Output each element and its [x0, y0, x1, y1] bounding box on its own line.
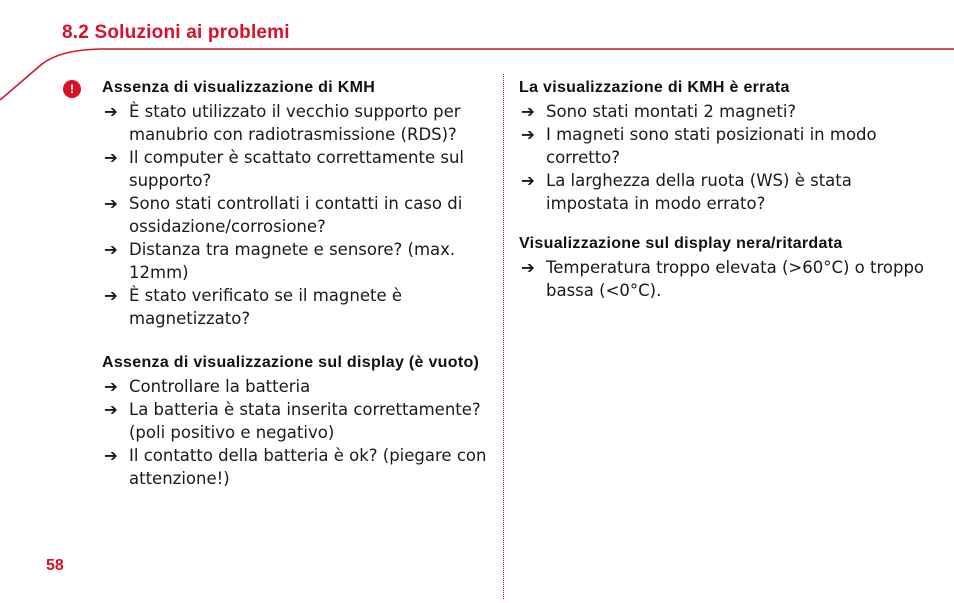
list-item: ➔ La larghezza della ruota (WS) è stata impostata in modo errato?: [521, 171, 852, 213]
list-item: ➔ È stato verificato se il magnete è magnetizzato?: [104, 286, 403, 328]
arrow-icon: ➔: [104, 400, 118, 419]
arrow-icon: ➔: [104, 377, 118, 396]
arrow-icon: ➔: [521, 102, 535, 121]
list-item: ➔ Il computer è scattato correttamente sul supporto?: [104, 148, 465, 190]
list-item: ➔ I magneti sono stati posizionati in modo corretto?: [521, 125, 877, 167]
check-list: [102, 375, 492, 490]
list-item: ➔ Sono stati controllati i contatti in caso di ossidazione/corrosione?: [104, 194, 463, 236]
block-heading: Assenza di visualizzazione sul display (è vuoto): [102, 354, 480, 371]
arrow-icon: ➔: [104, 102, 118, 121]
troubleshoot-block-kmh-wrong: [519, 77, 939, 215]
list-item: ➔ Controllare la batteria: [104, 377, 311, 396]
list-item: ➔ La batteria è stata inserita correttamente? (poli positivo e negativo): [104, 400, 481, 442]
arrow-icon: ➔: [104, 286, 118, 305]
list-item: ➔ Il contatto della batteria è ok? (piegare con attenzione!): [104, 446, 487, 488]
section-title: 8.2 Soluzioni ai problemi: [62, 22, 290, 43]
check-list: [519, 256, 939, 302]
list-item: ➔ È stato utilizzato il vecchio supporto per manubrio con radiotrasmissione (RDS)?: [104, 102, 461, 144]
arrow-icon: ➔: [521, 258, 535, 277]
check-list: [519, 100, 939, 215]
list-item: ➔ Temperatura troppo elevata (>60°C) o troppo bassa (<0°C).: [521, 258, 925, 300]
arrow-icon: ➔: [104, 194, 118, 213]
list-item: ➔ Distanza tra magnete e sensore? (max. 12mm): [104, 240, 456, 282]
warning-icon: !: [63, 80, 81, 98]
right-column: [519, 77, 939, 302]
arrow-icon: ➔: [521, 125, 535, 144]
arrow-icon: ➔: [104, 446, 118, 465]
troubleshoot-block-display-empty: [102, 352, 492, 490]
arrow-icon: ➔: [104, 240, 118, 259]
block-heading: Visualizzazione sul display nera/ritardata: [519, 235, 843, 252]
left-column: [102, 77, 492, 490]
troubleshoot-block-display-dark: [519, 233, 939, 302]
troubleshoot-block-kmh-missing: [102, 77, 492, 330]
column-divider: [503, 74, 504, 599]
check-list: [102, 100, 492, 330]
arrow-icon: ➔: [104, 148, 118, 167]
arrow-icon: ➔: [521, 171, 535, 190]
page-number: 58: [46, 557, 64, 574]
block-heading: Assenza di visualizzazione di KMH: [102, 79, 376, 96]
list-item: ➔ Sono stati montati 2 magneti?: [521, 102, 797, 121]
block-heading: La visualizzazione di KMH è errata: [519, 79, 790, 96]
